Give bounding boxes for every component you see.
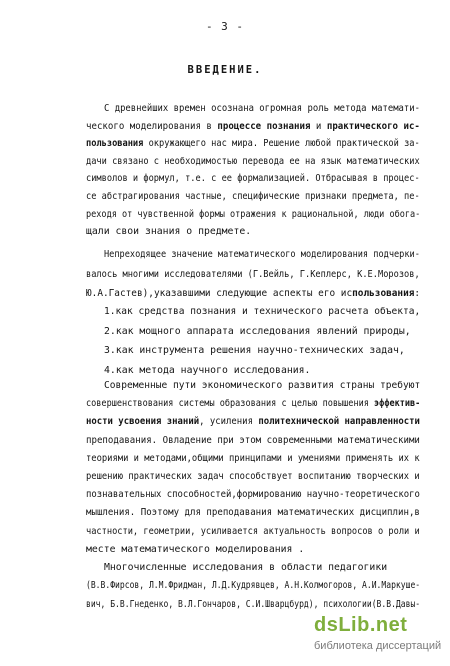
- text-line: (В.В.Фирсов, Л.М.Фридман, Л.Д.Кудрявцев, А.Н.Колмогоров, А.И.Маркуше-: [86, 580, 421, 592]
- text-line: Многочисленные исследования в области педагогики: [104, 562, 388, 573]
- text-line: мышления. Поэтому для преподавания математических дисциплин,в: [86, 507, 420, 519]
- text-line: ности усвоения знаний, усиления политехнической направленности: [86, 416, 420, 428]
- text-line: щали свои знания о предмете.: [86, 226, 252, 238]
- text-line: символов и формул, т.е. с ее формализацией. Отбрасывая в процес-: [86, 173, 420, 185]
- text-line: дачи связано с необходимостью перевода ее на язык математических: [86, 155, 420, 167]
- text-line: 1.как средства познания и технического расчета объекта,: [104, 306, 421, 317]
- text-line: преподавания. Овладение при этом современными математическими: [86, 434, 420, 446]
- heading: ВВЕДЕНИЕ.: [187, 64, 263, 76]
- text-line: реходя от чувственной формы отражения к рациональной, люди обога-: [86, 208, 421, 220]
- dslib-subtitle: библиотека диссертаций: [314, 640, 442, 652]
- text-line: пользования окружающего нас мира. Решение любой практической за-: [86, 138, 420, 150]
- text-line: 2.как мощного аппарата исследования явлений природы,: [104, 325, 411, 337]
- text-line: вич, Б.В.Гнеденко, В.Л.Гончаров, С.И.Шварцбурд), психологии(В.В.Давы-: [86, 598, 421, 610]
- text-line: ческого моделирования в процессе познания и практического ис-: [86, 120, 420, 132]
- text-line: совершенствования системы образования с целью повышения эффектив-: [86, 398, 421, 410]
- text-line: 4.как метода научного исследования.: [104, 364, 311, 376]
- text-line: решению практических задач способствует воспитанию творческих и: [86, 471, 420, 482]
- text-line: се абстрагирования частные, специфические признаки предмета, пе-: [86, 191, 420, 202]
- text-line: Непреходящее значение математического моделирования подчерки-: [104, 249, 420, 260]
- page-number: - 3 -: [205, 20, 245, 33]
- text-line: Ю.А.Гастев),указавшими следующие аспекты его использования:: [86, 288, 421, 299]
- watermark: [308, 614, 448, 662]
- dslib-logo: dsLib.net: [314, 614, 408, 636]
- text-line: валось многими исследователями (Г.Вейль, Г.Кеплерс, К.Е.Морозов,: [86, 268, 420, 280]
- text-line: Современные пути экономического развития страны требуют: [104, 380, 421, 391]
- text-line: частности, геометрии, усиливается актуальность вопросов о роли и: [86, 525, 420, 537]
- text-line: 3.как инструмента решения научно-технических задач,: [104, 345, 405, 356]
- text-line: месте математического моделирования .: [86, 543, 305, 555]
- text-line: познавательных способностей,формированию научно-теоретического: [86, 489, 420, 501]
- text-line: С древнейших времен осознана огромная роль метода математи-: [104, 103, 420, 114]
- text-line: теориями и методами,общими принципами и умениями применять их к: [86, 452, 420, 464]
